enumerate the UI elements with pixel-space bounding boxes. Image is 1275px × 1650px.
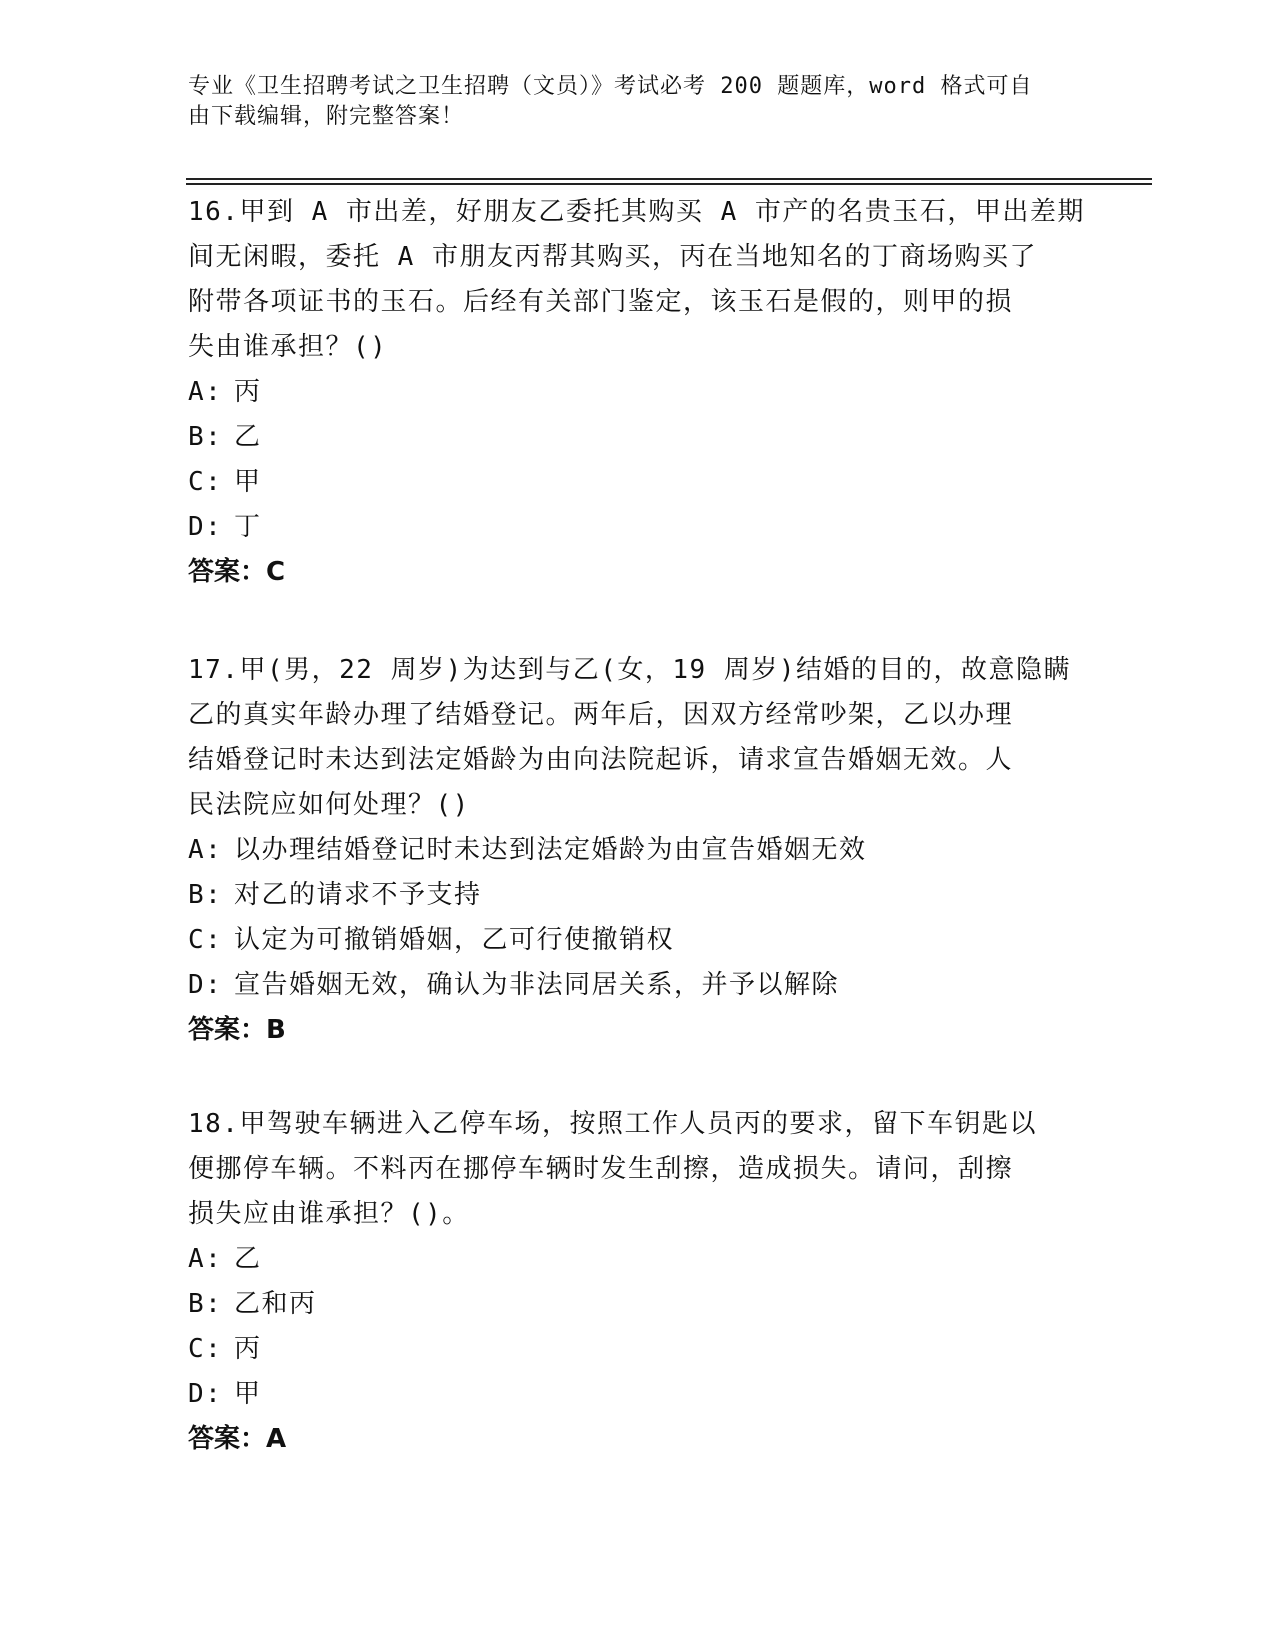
stem-line: 便挪停车辆。不料丙在挪停车辆时发生刮擦，造成损失。请问，刮擦 <box>188 1154 1014 1184</box>
answer-line: 答案：B <box>188 1015 286 1045</box>
stem-line: 乙的真实年龄办理了结婚登记。两年后，因双方经常吵架，乙以办理 <box>188 700 1014 730</box>
option-b <box>188 415 1088 460</box>
option-text: 宣告婚姻无效，确认为非法同居关系，并予以解除 <box>234 970 840 1000</box>
option-key: C: <box>188 1334 223 1364</box>
stem-line: 失由谁承担？() <box>188 332 388 362</box>
option-key: A: <box>188 377 223 407</box>
option-key: A: <box>188 1244 223 1274</box>
option-key: D: <box>188 970 223 1000</box>
question-18 <box>188 1102 1088 1462</box>
option-key: B: <box>188 880 223 910</box>
question-stem <box>188 648 1088 828</box>
answer-line: 答案：C <box>188 557 286 587</box>
option-key: C: <box>188 467 223 497</box>
header-divider <box>186 178 1152 180</box>
stem-line: 损失应由谁承担？()。 <box>188 1199 470 1229</box>
option-text: 以办理结婚登记时未达到法定婚龄为由宣告婚姻无效 <box>234 835 867 865</box>
option-c <box>188 460 1088 505</box>
option-a <box>188 1237 1088 1282</box>
stem-line: 16.甲到 A 市出差，好朋友乙委托其购买 A 市产的名贵玉石，甲出差期 <box>188 197 1085 227</box>
option-text: 甲 <box>234 467 262 497</box>
answer-line: 答案：A <box>188 1424 287 1454</box>
option-text: 乙和丙 <box>234 1289 317 1319</box>
option-key: A: <box>188 835 223 865</box>
option-key: D: <box>188 1379 223 1409</box>
option-c <box>188 918 1088 963</box>
option-d <box>188 505 1088 550</box>
option-d <box>188 1372 1088 1417</box>
option-text: 认定为可撤销婚姻，乙可行使撤销权 <box>234 925 675 955</box>
header-line: 专业《卫生招聘考试之卫生招聘（文员）》考试必考 200 题题库，word 格式可自 <box>188 74 1033 99</box>
stem-line: 18.甲驾驶车辆进入乙停车场，按照工作人员丙的要求，留下车钥匙以 <box>188 1109 1037 1139</box>
stem-line: 附带各项证书的玉石。后经有关部门鉴定，该玉石是假的，则甲的损 <box>188 287 1014 317</box>
option-text: 乙 <box>234 1244 262 1274</box>
option-text: 甲 <box>234 1379 262 1409</box>
option-b <box>188 1282 1088 1327</box>
option-key: D: <box>188 512 223 542</box>
header-divider <box>186 183 1152 185</box>
option-text: 丙 <box>234 1334 262 1364</box>
option-key: B: <box>188 422 223 452</box>
option-a <box>188 370 1088 415</box>
option-text: 丙 <box>234 377 262 407</box>
option-key: B: <box>188 1289 223 1319</box>
document-header <box>188 72 1068 132</box>
option-key: C: <box>188 925 223 955</box>
stem-line: 间无闲暇，委托 A 市朋友丙帮其购买，丙在当地知名的丁商场购买了 <box>188 242 1037 272</box>
header-line: 由下载编辑，附完整答案！ <box>188 104 465 129</box>
option-b <box>188 873 1088 918</box>
option-c <box>188 1327 1088 1372</box>
question-stem <box>188 190 1088 370</box>
stem-line: 民法院应如何处理？() <box>188 790 470 820</box>
option-text: 对乙的请求不予支持 <box>234 880 482 910</box>
option-a <box>188 828 1088 873</box>
option-text: 丁 <box>234 512 262 542</box>
question-stem <box>188 1102 1088 1237</box>
stem-line: 17.甲(男，22 周岁)为达到与乙(女，19 周岁)结婚的目的，故意隐瞒 <box>188 655 1071 685</box>
question-17 <box>188 648 1088 1053</box>
option-d <box>188 963 1088 1008</box>
question-16 <box>188 190 1088 595</box>
stem-line: 结婚登记时未达到法定婚龄为由向法院起诉，请求宣告婚姻无效。人 <box>188 745 1014 775</box>
option-text: 乙 <box>234 422 262 452</box>
